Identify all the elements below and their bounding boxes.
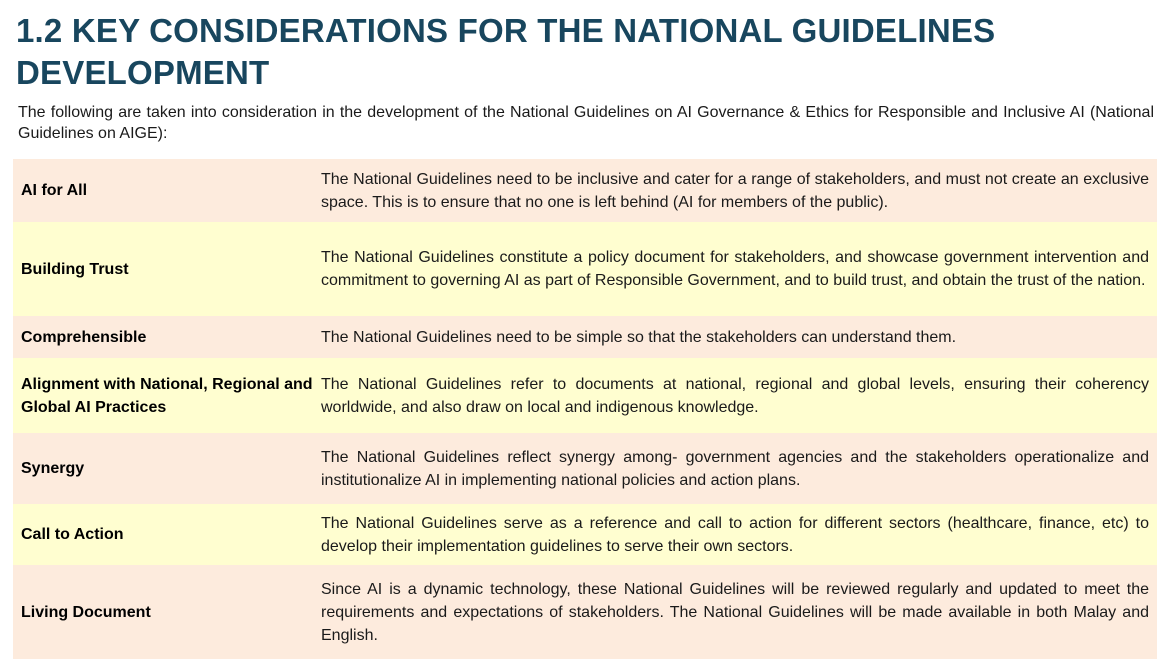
row-description: The National Guidelines constitute a policy document for stakeholders, and showcase government intervention and commitment to governing AI as part of Responsible Government, and to build trust, and obtain the trust of the nation.: [321, 222, 1157, 316]
row-label: Comprehensible: [13, 316, 321, 358]
table-row: [13, 433, 1157, 504]
table-row: [13, 159, 1157, 222]
row-description: The National Guidelines serve as a reference and call to action for different sectors (healthcare, finance, etc) to develop their implementation guidelines to serve their own sectors.: [321, 504, 1157, 565]
row-label: Synergy: [13, 433, 321, 504]
row-description: Since AI is a dynamic technology, these National Guidelines will be reviewed regularly and updated to meet the requirements and expectations of stakeholders. The National Guidelines will be made available in both Malay and English.: [321, 565, 1157, 659]
table-row: [13, 222, 1157, 316]
table-row: [13, 565, 1157, 659]
row-label: AI for All: [13, 159, 321, 222]
row-label: Living Document: [13, 565, 321, 659]
row-label: Call to Action: [13, 504, 321, 565]
row-label: Alignment with National, Regional and Global AI Practices: [13, 358, 321, 433]
row-label: Building Trust: [13, 222, 321, 316]
row-description: The National Guidelines need to be inclusive and cater for a range of stakeholders, and must not create an exclusive space. This is to ensure that no one is left behind (AI for members of the public).: [321, 159, 1157, 222]
row-description: The National Guidelines need to be simple so that the stakeholders can understand them.: [321, 316, 1157, 358]
considerations-table: [13, 159, 1157, 659]
table-row: [13, 358, 1157, 433]
table-row: [13, 504, 1157, 565]
table-row: [13, 316, 1157, 358]
intro-paragraph: The following are taken into consideration in the development of the National Guidelines on AI Governance & Ethics for Responsible and Inclusive AI (National Guidelines on AIGE):: [18, 104, 1154, 142]
row-description: The National Guidelines reflect synergy among- government agencies and the stakeholders operationalize and institutionalize AI in implementing national policies and action plans.: [321, 433, 1157, 504]
row-description: The National Guidelines refer to documents at national, regional and global levels, ensuring their coherency worldwide, and also draw on local and indigenous knowledge.: [321, 358, 1157, 433]
section-heading: 1.2 KEY CONSIDERATIONS FOR THE NATIONAL GUIDELINES DEVELOPMENT: [16, 12, 996, 91]
